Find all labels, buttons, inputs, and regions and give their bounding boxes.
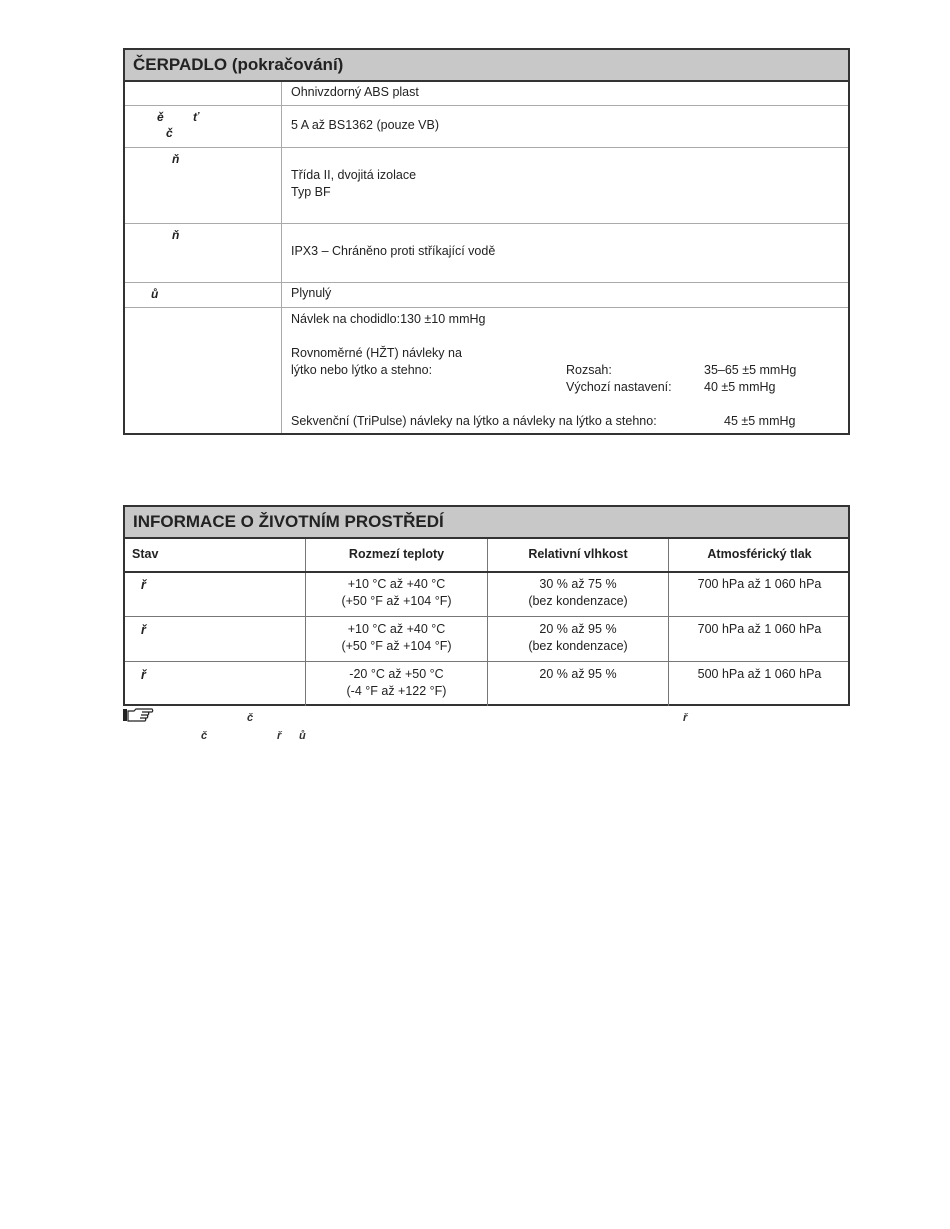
value-line: Plynulý [291, 286, 332, 300]
temperature-fahrenheit: (+50 °F až +104 °F) [341, 594, 452, 608]
pump-table-title: ČERPADLO (pokračování) [125, 50, 848, 82]
label-fragment: ě [157, 110, 164, 124]
value-line: Třída II, dvojitá izolace [291, 168, 417, 182]
row-label [125, 106, 282, 147]
row-label [125, 224, 282, 282]
range-value: 35–65 ±5 mmHg [704, 363, 797, 377]
row-value [291, 308, 848, 433]
pump-table [123, 48, 850, 435]
column-header-pressure: Atmosférický tlak [707, 547, 812, 561]
note-fragment: ř [277, 730, 282, 742]
label-fragment: ň [172, 228, 180, 242]
sequential-value: 45 ±5 mmHg [724, 414, 796, 428]
header-divider [125, 571, 848, 573]
pressure-cell: 700 hPa až 1 060 hPa [697, 577, 822, 591]
humidity-cell [488, 621, 668, 655]
humidity-range: 20 % až 95 % [539, 622, 617, 636]
row-value [291, 82, 848, 105]
temperature-cell [306, 621, 487, 655]
environment-table [123, 505, 850, 706]
note-fragment: č [201, 730, 208, 742]
label-fragment: ň [172, 152, 180, 166]
humidity-note: (bez kondenzace) [528, 594, 628, 608]
value-line: IPX3 – Chráněno proti stříkající vodě [291, 244, 496, 258]
row-value [291, 224, 848, 282]
uniform-line1: Rovnoměrné (HŽT) návleky na [291, 346, 462, 360]
row-label [125, 308, 282, 433]
note-fragment: ř [683, 712, 688, 724]
value-line: 5 A až BS1362 (pouze VB) [291, 118, 440, 132]
row-label: ř [141, 668, 146, 682]
row-divider [125, 661, 848, 662]
row-divider [125, 616, 848, 617]
table-row [125, 148, 848, 224]
humidity-range: 30 % až 75 % [539, 577, 617, 591]
row-value [291, 148, 848, 223]
label-fragment: ů [151, 287, 159, 301]
row-value [291, 106, 848, 147]
temperature-celsius: -20 °C až +50 °C [349, 667, 444, 681]
humidity-range: 20 % až 95 % [539, 667, 617, 681]
table-row [125, 224, 848, 283]
pressure-cell: 500 hPa až 1 060 hPa [697, 667, 822, 681]
foot-pressure: Návlek na chodidlo:130 ±10 mmHg [291, 312, 486, 326]
label-fragment: ť [193, 110, 199, 124]
table-row [125, 308, 848, 433]
default-label: Výchozí nastavení: [566, 380, 672, 394]
temperature-fahrenheit: (+50 °F až +104 °F) [341, 639, 452, 653]
sequential-line: Sekvenční (TriPulse) návleky na lýtko a návleky na lýtko a stehno: [291, 414, 657, 428]
row-value [291, 283, 848, 307]
row-label [125, 283, 282, 307]
table-row [125, 106, 848, 148]
default-value: 40 ±5 mmHg [704, 380, 776, 394]
table-row [125, 283, 848, 308]
uniform-line2: lýtko nebo lýtko a stehno: [291, 363, 433, 377]
column-header-condition: Stav [132, 547, 159, 561]
temperature-celsius: +10 °C až +40 °C [347, 622, 446, 636]
humidity-cell [488, 576, 668, 610]
note-fragment: č [247, 712, 254, 724]
label-fragment: č [166, 126, 173, 140]
range-label: Rozsah: [566, 363, 612, 377]
humidity-cell [488, 666, 668, 683]
pointing-hand-icon [122, 707, 154, 728]
value-line: Ohnivzdorný ABS plast [291, 85, 419, 99]
column-header-humidity: Relativní vlhkost [528, 547, 628, 561]
environment-table-title: INFORMACE O ŽIVOTNÍM PROSTŘEDÍ [125, 507, 848, 539]
row-label: ř [141, 623, 146, 637]
temperature-celsius: +10 °C až +40 °C [347, 577, 446, 591]
note-fragment: ů [299, 730, 306, 742]
column-header-temperature: Rozmezí teploty [348, 547, 445, 561]
row-label [125, 82, 282, 105]
temperature-cell [306, 666, 487, 700]
value-line: Typ BF [291, 185, 331, 199]
row-label: ř [141, 578, 146, 592]
environment-grid [125, 539, 848, 706]
temperature-cell [306, 576, 487, 610]
pressure-cell: 700 hPa až 1 060 hPa [697, 622, 822, 636]
table-row [125, 82, 848, 106]
temperature-fahrenheit: (-4 °F až +122 °F) [346, 684, 447, 698]
humidity-note: (bez kondenzace) [528, 639, 628, 653]
row-label [125, 148, 282, 223]
